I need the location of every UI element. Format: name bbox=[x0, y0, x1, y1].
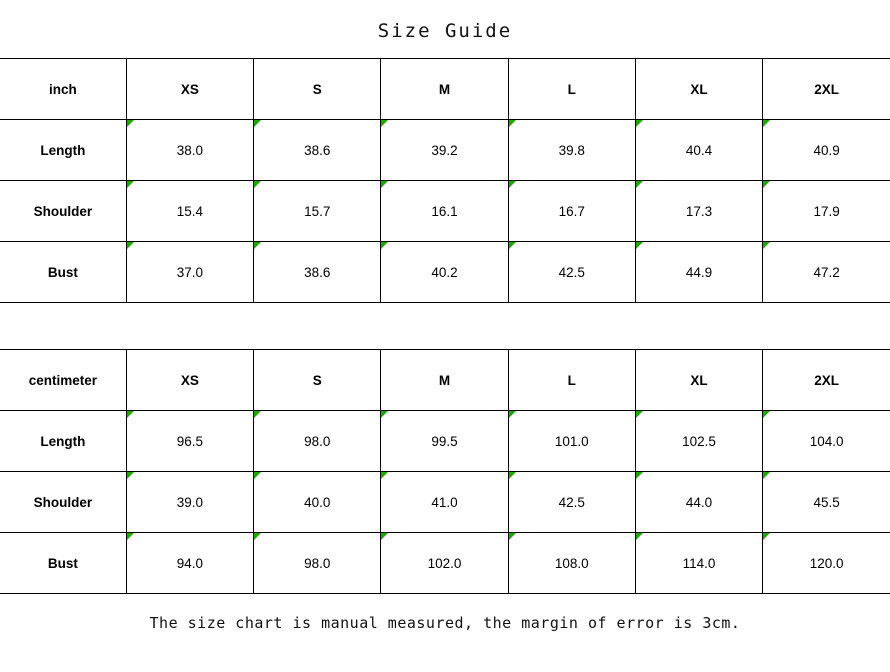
unit-label: inch bbox=[0, 59, 126, 120]
size-header-xl: XL bbox=[635, 350, 762, 411]
row-label: Length bbox=[0, 120, 126, 181]
size-table-inch bbox=[0, 58, 890, 303]
size-table-centimeter bbox=[0, 349, 890, 594]
cell-value: 98.0 bbox=[254, 533, 381, 594]
cell-value: 47.2 bbox=[763, 242, 890, 303]
cell-value: 104.0 bbox=[763, 411, 890, 472]
size-header-2xl: 2XL bbox=[763, 59, 890, 120]
page-title: Size Guide bbox=[377, 20, 513, 42]
row-label: Bust bbox=[0, 242, 126, 303]
size-header-xl: XL bbox=[635, 59, 762, 120]
cell-value: 96.5 bbox=[126, 411, 253, 472]
cell-value: 120.0 bbox=[763, 533, 890, 594]
cell-value: 17.9 bbox=[763, 181, 890, 242]
cell-value: 101.0 bbox=[508, 411, 635, 472]
table-spacer bbox=[0, 303, 890, 349]
measurement-footnote: The size chart is manual measured, the margin of error is 3cm. bbox=[149, 614, 741, 632]
row-label: Bust bbox=[0, 533, 126, 594]
cell-value: 42.5 bbox=[508, 472, 635, 533]
cell-value: 16.7 bbox=[508, 181, 635, 242]
cell-value: 15.7 bbox=[254, 181, 381, 242]
table-header-row bbox=[0, 350, 890, 411]
cell-value: 94.0 bbox=[126, 533, 253, 594]
size-header-xs: XS bbox=[126, 59, 253, 120]
size-header-l: L bbox=[508, 59, 635, 120]
cell-value: 37.0 bbox=[126, 242, 253, 303]
cell-value: 42.5 bbox=[508, 242, 635, 303]
cell-value: 44.9 bbox=[635, 242, 762, 303]
row-label: Shoulder bbox=[0, 181, 126, 242]
cell-value: 40.4 bbox=[635, 120, 762, 181]
cell-value: 102.0 bbox=[381, 533, 508, 594]
cell-value: 38.0 bbox=[126, 120, 253, 181]
size-header-s: S bbox=[254, 59, 381, 120]
cell-value: 99.5 bbox=[381, 411, 508, 472]
cell-value: 40.2 bbox=[381, 242, 508, 303]
size-header-m: M bbox=[381, 350, 508, 411]
cell-value: 39.8 bbox=[508, 120, 635, 181]
size-header-xs: XS bbox=[126, 350, 253, 411]
cell-value: 40.9 bbox=[763, 120, 890, 181]
cell-value: 114.0 bbox=[635, 533, 762, 594]
cell-value: 44.0 bbox=[635, 472, 762, 533]
table-row bbox=[0, 533, 890, 594]
table-row bbox=[0, 120, 890, 181]
size-header-s: S bbox=[254, 350, 381, 411]
cell-value: 38.6 bbox=[254, 120, 381, 181]
row-label: Shoulder bbox=[0, 472, 126, 533]
unit-label: centimeter bbox=[0, 350, 126, 411]
cell-value: 108.0 bbox=[508, 533, 635, 594]
cell-value: 102.5 bbox=[635, 411, 762, 472]
cell-value: 40.0 bbox=[254, 472, 381, 533]
cell-value: 16.1 bbox=[381, 181, 508, 242]
row-label: Length bbox=[0, 411, 126, 472]
table-row bbox=[0, 472, 890, 533]
cell-value: 38.6 bbox=[254, 242, 381, 303]
size-header-l: L bbox=[508, 350, 635, 411]
cell-value: 98.0 bbox=[254, 411, 381, 472]
cell-value: 45.5 bbox=[763, 472, 890, 533]
table-header-row bbox=[0, 59, 890, 120]
table-row bbox=[0, 242, 890, 303]
table-row bbox=[0, 411, 890, 472]
table-row bbox=[0, 181, 890, 242]
size-header-m: M bbox=[381, 59, 508, 120]
cell-value: 39.2 bbox=[381, 120, 508, 181]
cell-value: 17.3 bbox=[635, 181, 762, 242]
size-header-2xl: 2XL bbox=[763, 350, 890, 411]
cell-value: 41.0 bbox=[381, 472, 508, 533]
cell-value: 39.0 bbox=[126, 472, 253, 533]
cell-value: 15.4 bbox=[126, 181, 253, 242]
